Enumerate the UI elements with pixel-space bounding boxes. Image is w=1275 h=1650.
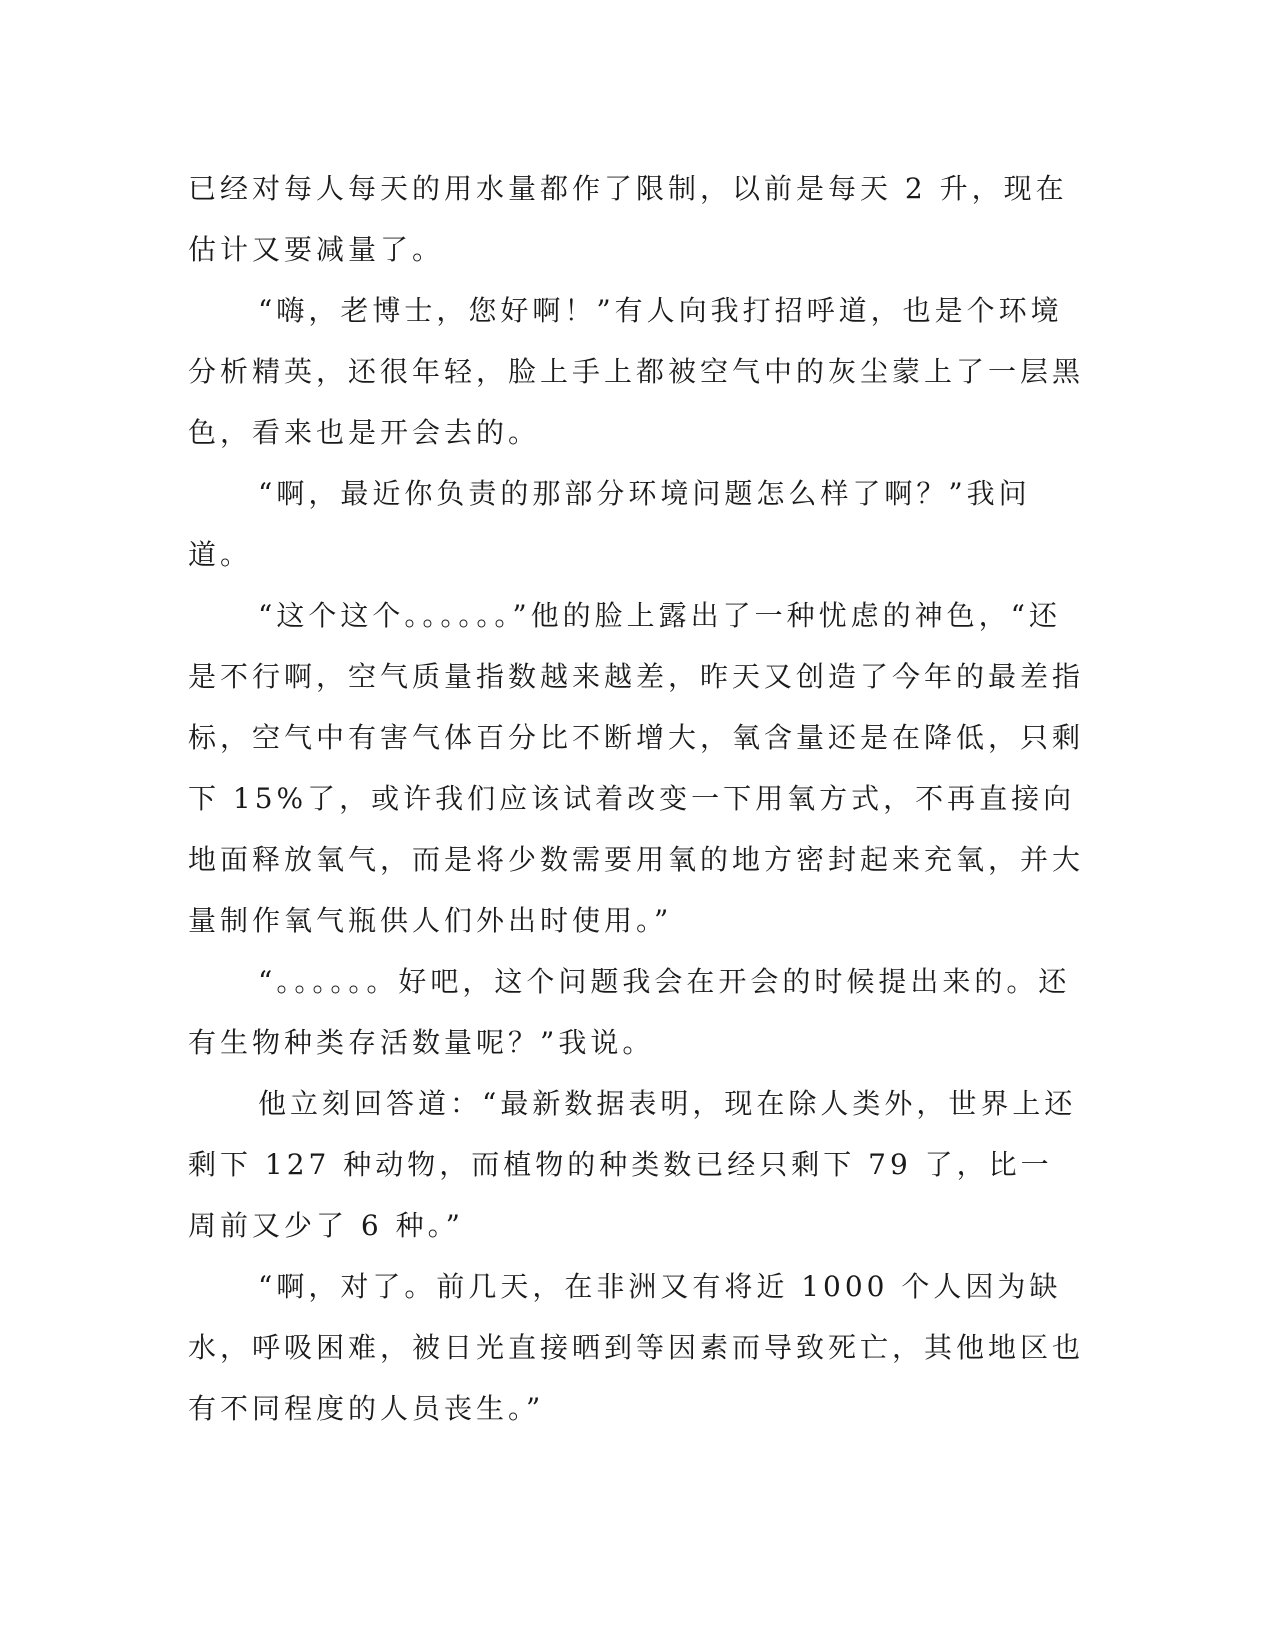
paragraph-6: 他立刻回答道：“最新数据表明，现在除人类外，世界上还剩下 127 种动物，而植物的种类数已经只剩下 79 了，比一周前又少了 6 种。”	[188, 1087, 1077, 1242]
paragraph-1: 已经对每人每天的用水量都作了限制，以前是每天 2 升，现在估计又要减量了。	[188, 172, 1068, 266]
paragraph-2: “嗨，老博士，您好啊！”有人向我打招呼道，也是个环境分析精英，还很年轻，脸上手上都被空气中的灰尘蒙上了一层黑色，看来也是开会去的。	[188, 294, 1085, 449]
paragraph-7: “啊，对了。前几天，在非洲又有将近 1000 个人因为缺水，呼吸困难，被日光直接晒到等因素而导致死亡，其他地区也有不同程度的人员丧生。”	[188, 1270, 1085, 1425]
document-body	[188, 158, 1084, 1439]
paragraph-4: “这个这个。。。。。。”他的脸上露出了一种忧虑的神色，“还是不行啊，空气质量指数越来越差，昨天又创造了今年的最差指标，空气中有害气体百分比不断增大，氧含量还是在降低，只剩下 15%了，或许我们应该试着改变一下用氧方式，不再直接向地面释放氧气，而是将少数需要用氧的地方密封起来充氧，并大量制作氧气瓶供人们外出时使用。”	[188, 599, 1085, 937]
paragraph-5: “。。。。。。好吧，这个问题我会在开会的时候提出来的。还有生物种类存活数量呢？”我说。	[188, 965, 1071, 1059]
paragraph-3: “啊，最近你负责的那部分环境问题怎么样了啊？”我问道。	[188, 477, 1031, 571]
